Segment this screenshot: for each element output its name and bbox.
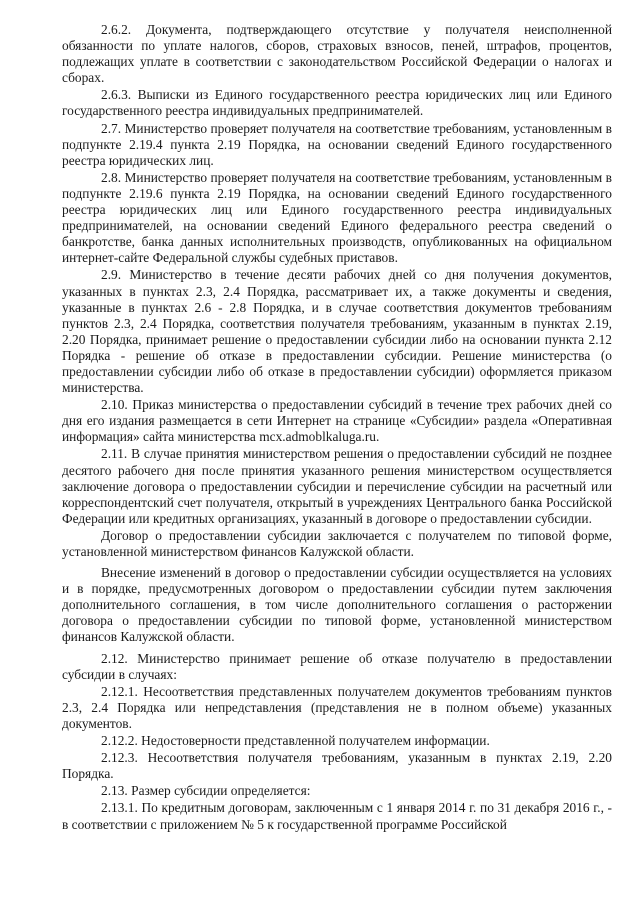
- paragraph-amendments: Внесение изменений в договор о предоставлении субсидии осуществляется на условиях и в порядке, предусмотренных договором о предоставлении субсидии путем заключения дополнительного соглашения, в том числе дополнительного соглашения о расторжении договора о предоставлении субсидии по типовой форме, установленной министерством финансов Калужской области.: [62, 565, 612, 645]
- paragraph-2-6-3: 2.6.3. Выписки из Единого государственного реестра юридических лиц или Единого государственного реестра индивидуальных предпринимателей.: [62, 87, 612, 119]
- paragraph-2-12: 2.12. Министерство принимает решение об отказе получателю в предоставлении субсидии в случаях:: [62, 650, 612, 682]
- paragraph-2-9: 2.9. Министерство в течение десяти рабочих дней со дня получения документов, указанных в пунктах 2.3, 2.4 Порядка, рассматривает их, а также документы и сведения, указанные в пунктах 2.6 - 2.8 Порядка, и в случае соответствия документов требованиям пунктов 2.3, 2.4 Порядка, соответствия получателя требованиям, указанным в пунктах 2.19, 2.20 Порядка, принимает решение о предоставлении субсидии либо на основании пункта 2.12 Порядка - решение об отказе в предоставлении субсидии. Решение министерства (о предоставлении субсидии либо об отказе в предоставлении субсидии) оформляется приказом министерства.: [62, 267, 612, 396]
- paragraph-2-11: 2.11. В случае принятия министерством решения о предоставлении субсидий не позднее десятого рабочего дня после принятия указанного решения министерством осуществляется заключение договора о предоставлении субсидии и перечисление субсидии на расчетный или корреспондентский счет получателя, открытый в учреждениях Центрального банка Российской Федерации или кредитных организациях, указанный в договоре о предоставлении субсидии.: [62, 446, 612, 526]
- paragraph-2-12-1: 2.12.1. Несоответствия представленных получателем документов требованиям пунктов 2.3, 2.4 Порядка или непредставления (представления не в полном объеме) указанных документов.: [62, 683, 612, 731]
- document-body: [62, 22, 612, 834]
- paragraph-2-10: 2.10. Приказ министерства о предоставлении субсидий в течение трех рабочих дней со дня его издания размещается в сети Интернет на странице «Субсидии» раздела «Оперативная информация» сайта министерства mcx.admoblkaluga.ru.: [62, 397, 612, 445]
- paragraph-2-6-2: 2.6.2. Документа, подтверждающего отсутствие у получателя неисполненной обязанности по уплате налогов, сборов, страховых взносов, пеней, штрафов, процентов, подлежащих уплате в соответствии с законодательством Российской Федерации о налогах и сборах.: [62, 22, 612, 86]
- paragraph-2-8: 2.8. Министерство проверяет получателя на соответствие требованиям, установленным в подпункте 2.19.6 пункта 2.19 Порядка, на основании сведений Единого государственного реестра юридических лиц или Единого государственного реестра индивидуальных предпринимателей, на основании сведений Единого федерального реестра сведений о банкротстве, банка данных исполнительных производств, опубликованных на официальном интернет-сайте Федеральной службы судебных приставов.: [62, 169, 612, 266]
- paragraph-2-13: 2.13. Размер субсидии определяется:: [101, 783, 311, 799]
- paragraph-2-7: 2.7. Министерство проверяет получателя на соответствие требованиям, установленным в подпункте 2.19.4 пункта 2.19 Порядка, на основании сведений Единого государственного реестра юридических лиц.: [62, 120, 612, 168]
- paragraph-2-13-1: 2.13.1. По кредитным договорам, заключенным с 1 января 2014 г. по 31 декабря 2016 г., - в соответствии с приложением № 5 к государственной программе Российской: [62, 800, 612, 832]
- paragraph-contract: Договор о предоставлении субсидии заключается с получателем по типовой форме, установленной министерством финансов Калужской области.: [62, 527, 612, 559]
- paragraph-2-12-3: 2.12.3. Несоответствия получателя требованиям, указанным в пунктах 2.19, 2.20 Порядка.: [62, 750, 612, 782]
- paragraph-2-12-2: 2.12.2. Недостоверности представленной получателем информации.: [101, 733, 490, 749]
